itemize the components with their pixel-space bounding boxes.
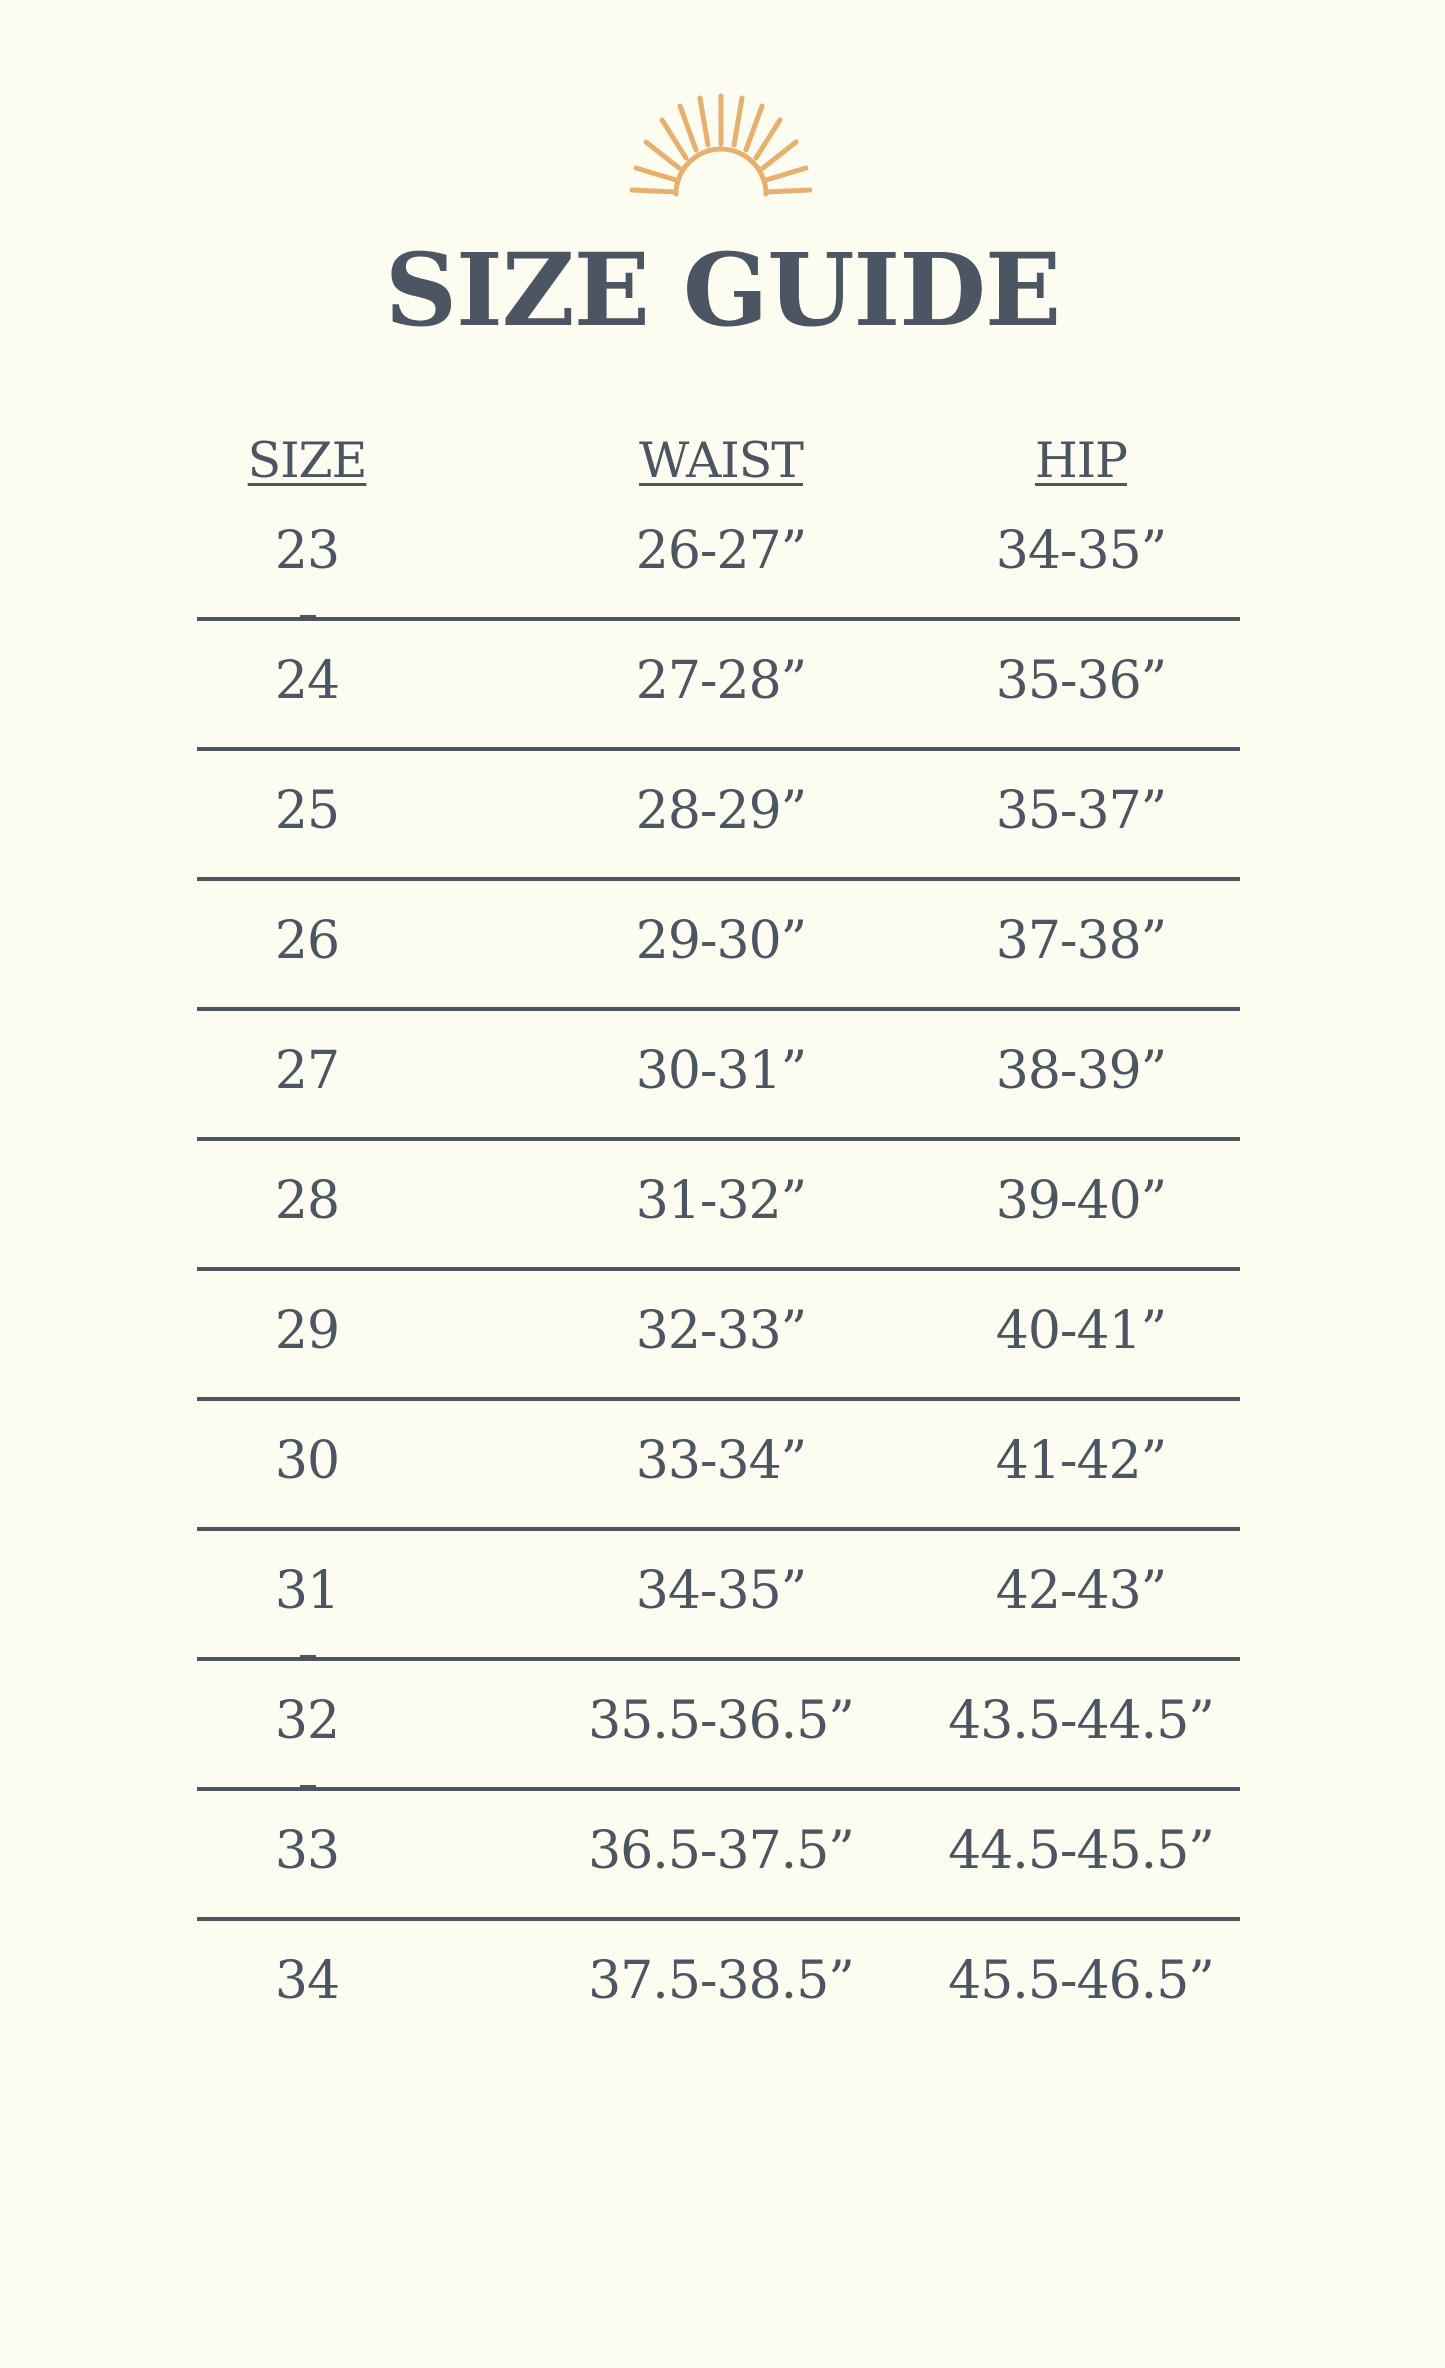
- size-cell: 23: [274, 521, 340, 581]
- hip-cell: 35-36”: [995, 651, 1167, 711]
- sun-icon: [630, 90, 812, 202]
- size-cell: 27: [274, 1041, 340, 1101]
- hip-cell: 44.5-45.5”: [948, 1821, 1214, 1881]
- hip-cell: 37-38”: [995, 911, 1167, 971]
- row-divider: [197, 1137, 1240, 1141]
- size-cell: 32: [274, 1691, 340, 1751]
- hip-cell: 35-37”: [995, 781, 1167, 841]
- waist-cell: 35.5-36.5”: [588, 1691, 854, 1751]
- size-cell: 29: [274, 1301, 340, 1361]
- row-divider: [197, 1787, 1240, 1791]
- row-divider: [197, 877, 1240, 881]
- hip-cell: 34-35”: [995, 521, 1167, 581]
- waist-cell: 29-30”: [635, 911, 807, 971]
- row-divider: [197, 617, 1240, 621]
- waist-cell: 31-32”: [635, 1171, 807, 1231]
- size-cell: 25: [274, 781, 340, 841]
- tick-mark: [300, 1785, 316, 1787]
- waist-cell: 27-28”: [635, 651, 807, 711]
- waist-cell: 37.5-38.5”: [588, 1951, 854, 2011]
- waist-cell: 34-35”: [635, 1561, 807, 1621]
- row-divider: [197, 1397, 1240, 1401]
- size-cell: 24: [274, 651, 340, 711]
- size-cell: 26: [274, 911, 340, 971]
- row-divider: [197, 1527, 1240, 1531]
- waist-cell: 36.5-37.5”: [588, 1821, 854, 1881]
- waist-cell: 30-31”: [635, 1041, 807, 1101]
- hip-cell: 39-40”: [995, 1171, 1167, 1231]
- row-divider: [197, 1657, 1240, 1661]
- hip-cell: 38-39”: [995, 1041, 1167, 1101]
- row-divider: [197, 1917, 1240, 1921]
- waist-cell: 28-29”: [635, 781, 807, 841]
- hip-cell: 43.5-44.5”: [948, 1691, 1214, 1751]
- size-cell: 28: [274, 1171, 340, 1231]
- hip-cell: 42-43”: [995, 1561, 1167, 1621]
- row-divider: [197, 747, 1240, 751]
- hip-cell: 40-41”: [995, 1301, 1167, 1361]
- size-cell: 34: [274, 1951, 340, 2011]
- waist-cell: 33-34”: [635, 1431, 807, 1491]
- size-cell: 33: [274, 1821, 340, 1881]
- row-divider: [197, 1007, 1240, 1011]
- row-divider: [197, 1267, 1240, 1271]
- waist-cell: 26-27”: [635, 521, 807, 581]
- waist-cell: 32-33”: [635, 1301, 807, 1361]
- hip-cell: 45.5-46.5”: [948, 1951, 1214, 2011]
- column-header-hip: HIP: [1034, 432, 1128, 489]
- page-title: SIZE GUIDE: [384, 231, 1061, 349]
- size-cell: 31: [274, 1561, 340, 1621]
- hip-cell: 41-42”: [995, 1431, 1167, 1491]
- column-header-size: SIZE: [247, 432, 367, 489]
- tick-mark: [300, 1655, 316, 1657]
- tick-mark: [300, 615, 316, 617]
- size-cell: 30: [274, 1431, 340, 1491]
- column-header-waist: WAIST: [639, 432, 803, 489]
